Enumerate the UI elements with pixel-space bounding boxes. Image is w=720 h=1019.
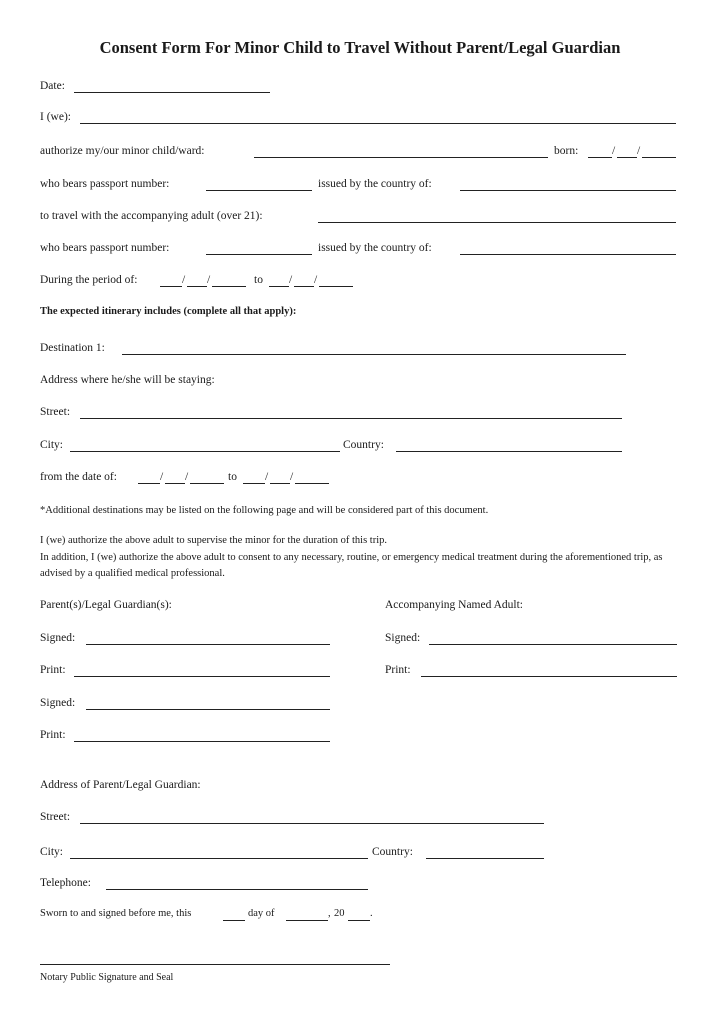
year-prefix-label: 20 — [334, 908, 345, 919]
stay-street-field[interactable] — [80, 418, 622, 419]
print-label: Print: — [40, 664, 66, 676]
parent-signed-row-2 — [40, 697, 340, 715]
date-slash: / — [185, 471, 189, 483]
date-slash: / — [182, 274, 186, 286]
passport-label: who bears passport number: — [40, 242, 170, 254]
parent-signature-field[interactable] — [86, 709, 330, 710]
stay-country-field[interactable] — [396, 451, 622, 452]
parent-signed-row-1 — [40, 632, 340, 650]
adult-signature-field[interactable] — [429, 644, 677, 645]
street-label: Street: — [40, 811, 71, 823]
street-label: Street: — [40, 406, 71, 418]
sworn-day-field[interactable] — [223, 920, 245, 921]
accompanying-adult-field[interactable] — [318, 222, 676, 223]
passport-number-field[interactable] — [206, 190, 312, 191]
i-we-label: I (we): — [40, 111, 71, 123]
issued-country-field[interactable] — [460, 190, 676, 191]
from-month-field[interactable] — [138, 483, 160, 484]
stay-street-row — [40, 406, 680, 424]
date-field[interactable] — [74, 92, 270, 93]
stay-address-heading: Address where he/she will be staying: — [40, 374, 215, 386]
i-we-row — [40, 111, 680, 129]
parent-address-heading: Address of Parent/Legal Guardian: — [40, 779, 201, 791]
additional-destinations-note: *Additional destinations may be listed on the following page and will be considered part of this document. — [40, 505, 489, 516]
sworn-label: Sworn to and signed before me, this — [40, 908, 192, 919]
print-label: Print: — [385, 664, 411, 676]
destination-field[interactable] — [122, 354, 626, 355]
day-of-label: day of — [248, 908, 275, 919]
parent-print-row-2 — [40, 729, 340, 747]
notary-signature-field[interactable] — [40, 964, 390, 965]
stay-city-row — [40, 439, 680, 457]
child-name-field[interactable] — [254, 157, 548, 158]
date-slash: / — [290, 471, 294, 483]
adult-print-field[interactable] — [421, 676, 677, 677]
issued-country-field[interactable] — [460, 254, 676, 255]
sworn-row — [40, 908, 680, 926]
form-title: Consent Form For Minor Child to Travel Without Parent/Legal Guardian — [99, 38, 621, 57]
sworn-month-field[interactable] — [286, 920, 328, 921]
from-day-field[interactable] — [165, 483, 185, 484]
born-slash: / — [612, 145, 616, 157]
parent-print-field[interactable] — [74, 741, 330, 742]
born-month-field[interactable] — [588, 157, 612, 158]
to-month-field[interactable] — [243, 483, 265, 484]
parent-country-field[interactable] — [426, 858, 544, 859]
period-start-day-field[interactable] — [187, 286, 207, 287]
period-mark: . — [370, 908, 373, 919]
travel-with-label: to travel with the accompanying adult (over 21): — [40, 210, 263, 222]
sworn-year-field[interactable] — [348, 920, 370, 921]
date-slash: / — [289, 274, 293, 286]
period-end-month-field[interactable] — [269, 286, 289, 287]
from-year-field[interactable] — [190, 483, 224, 484]
adult-heading: Accompanying Named Adult: — [385, 599, 523, 611]
to-year-field[interactable] — [295, 483, 329, 484]
period-start-year-field[interactable] — [212, 286, 246, 287]
comma: , — [328, 908, 331, 919]
date-slash: / — [207, 274, 211, 286]
telephone-row — [40, 877, 680, 895]
parent-city-row — [40, 846, 680, 864]
from-date-label: from the date of: — [40, 471, 117, 483]
born-day-field[interactable] — [617, 157, 637, 158]
passport-number-field[interactable] — [206, 254, 312, 255]
itinerary-heading: The expected itinerary includes (complete all that apply): — [40, 306, 297, 317]
notary-signature-row — [40, 952, 400, 970]
period-end-year-field[interactable] — [319, 286, 353, 287]
i-we-field[interactable] — [80, 123, 676, 124]
from-date-row — [40, 471, 680, 489]
born-year-field[interactable] — [642, 157, 676, 158]
period-end-day-field[interactable] — [294, 286, 314, 287]
issued-country-label: issued by the country of: — [318, 242, 432, 254]
issued-country-label: issued by the country of: — [318, 178, 432, 190]
date-row — [40, 80, 680, 98]
parent-print-row-1 — [40, 664, 340, 682]
parent-print-field[interactable] — [74, 676, 330, 677]
authorize-child-row — [40, 145, 680, 163]
supervise-authorization-text: I (we) authorize the above adult to supervise the minor for the duration of this trip. — [40, 535, 387, 546]
date-label: Date: — [40, 80, 65, 92]
period-label: During the period of: — [40, 274, 138, 286]
parent-signature-field[interactable] — [86, 644, 330, 645]
authorize-child-label: authorize my/our minor child/ward: — [40, 145, 205, 157]
destination-row — [40, 342, 680, 360]
notary-signature-label: Notary Public Signature and Seal — [40, 972, 174, 983]
country-label: Country: — [372, 846, 413, 858]
to-label: to — [254, 274, 263, 286]
passport-row-1 — [40, 178, 680, 196]
country-label: Country: — [343, 439, 384, 451]
stay-city-field[interactable] — [70, 451, 340, 452]
travel-with-row — [40, 210, 680, 228]
date-slash: / — [160, 471, 164, 483]
date-slash: / — [314, 274, 318, 286]
city-label: City: — [40, 846, 64, 858]
born-label: born: — [554, 145, 579, 157]
adult-print-row — [385, 664, 685, 682]
destination-label: Destination 1: — [40, 342, 105, 354]
parent-street-row — [40, 811, 680, 829]
to-day-field[interactable] — [270, 483, 290, 484]
period-start-month-field[interactable] — [160, 286, 182, 287]
telephone-label: Telephone: — [40, 877, 91, 889]
date-slash: / — [265, 471, 269, 483]
passport-row-2 — [40, 242, 680, 260]
signed-label: Signed: — [385, 632, 421, 644]
adult-signed-row — [385, 632, 685, 650]
parent-street-field[interactable] — [80, 823, 544, 824]
city-label: City: — [40, 439, 64, 451]
telephone-field[interactable] — [106, 889, 368, 890]
medical-authorization-text: In addition, I (we) authorize the above adult to consent to any necessary, routine, or emergency medical treatment during the aforementioned trip, as advised by a qualified medical professional. — [40, 552, 663, 579]
signed-label: Signed: — [40, 632, 76, 644]
signed-label: Signed: — [40, 697, 76, 709]
period-row — [40, 274, 680, 292]
parents-heading: Parent(s)/Legal Guardian(s): — [40, 599, 172, 611]
print-label: Print: — [40, 729, 66, 741]
born-slash: / — [637, 145, 641, 157]
parent-city-field[interactable] — [70, 858, 368, 859]
to-label: to — [228, 471, 237, 483]
passport-label: who bears passport number: — [40, 178, 170, 190]
